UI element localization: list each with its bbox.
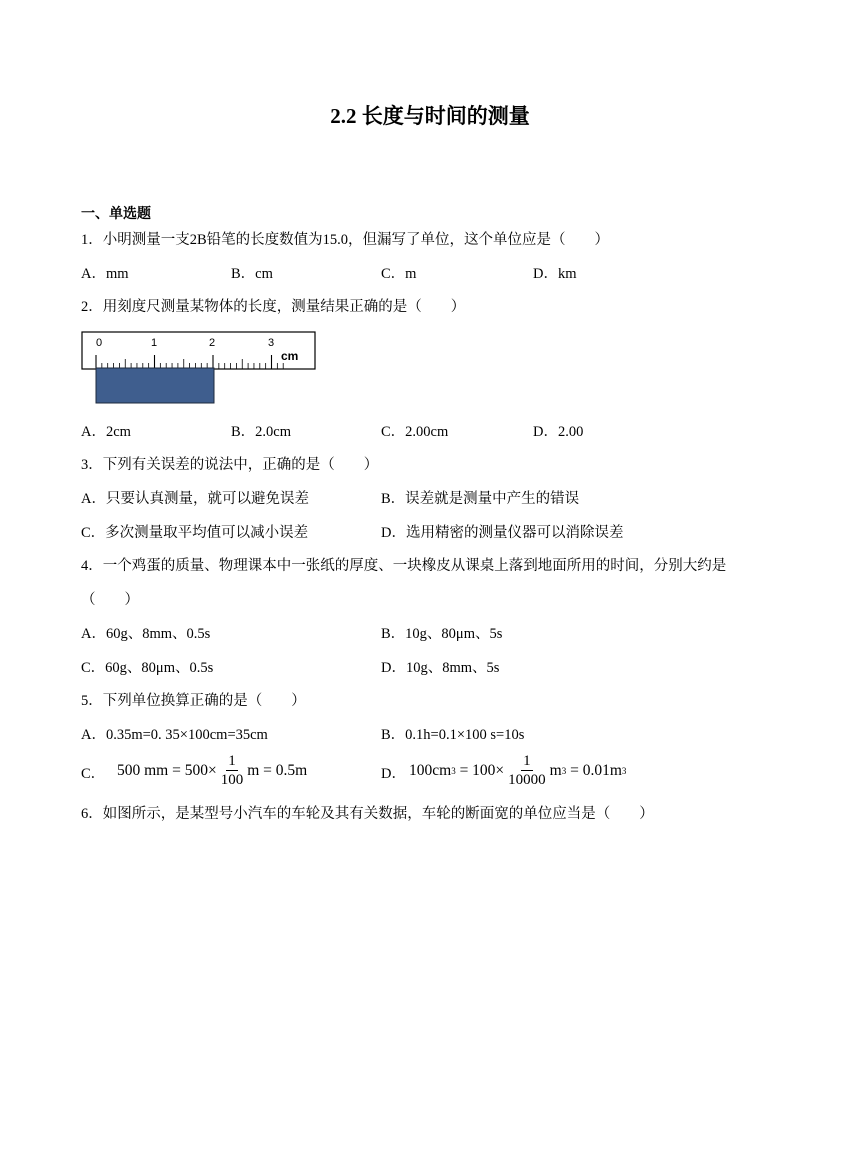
q1-option-b: B．cm	[231, 266, 273, 282]
formula-c-fraction	[219, 752, 246, 789]
formula-d-tail-exp: 3	[621, 765, 627, 776]
q5-option-d-label: D．	[381, 766, 406, 782]
ruler-figure	[81, 330, 321, 406]
question-2-text: 2．用刻度尺测量某物体的长度，测量结果正确的是（ ）	[81, 299, 466, 315]
q3-option-b: B．误差就是测量中产生的错误	[381, 491, 580, 507]
question-3-text: 3．下列有关误差的说法中，正确的是（ ）	[81, 457, 379, 473]
formula-c-numerator: 1	[228, 753, 236, 769]
formula-d-denominator: 10000	[508, 772, 546, 788]
q3-option-d: D．选用精密的测量仪器可以消除误差	[381, 525, 624, 541]
page-title: 2.2 长度与时间的测量	[330, 104, 530, 128]
measured-object	[96, 368, 214, 403]
formula-d-fraction	[506, 752, 548, 789]
formula-d-rhs-exp: 3	[561, 765, 567, 776]
question-5-text: 5．下列单位换算正确的是（ ）	[81, 693, 306, 709]
q4-option-a: A．60g、8mm、0.5s	[81, 626, 211, 642]
q2-option-b: B．2.0cm	[231, 424, 292, 440]
q2-option-a: A．2cm	[81, 424, 131, 440]
q4-option-c: C．60g、80μm、0.5s	[81, 660, 214, 676]
formula-c-rhs: m = 0.5m	[247, 761, 308, 779]
q1-option-a: A．mm	[81, 266, 129, 282]
q1-option-d: D．km	[533, 266, 577, 282]
question-6-text: 6．如图所示，是某型号小汽车的车轮及其有关数据，车轮的断面宽的单位应当是（ ）	[81, 806, 654, 822]
q4-option-d: D．10g、8mm、5s	[381, 660, 500, 676]
q3-option-a: A．只要认真测量，就可以避免误差	[81, 491, 309, 507]
ruler-label-2: 2	[209, 337, 216, 349]
q2-option-c: C．2.00cm	[381, 424, 449, 440]
formula-c-lhs: 500 mm = 500×	[117, 761, 217, 779]
formula-d-tail: = 0.01m	[566, 761, 622, 779]
ruler-label-3: 3	[268, 337, 275, 349]
question-1-text: 1．小明测量一支2B铅笔的长度数值为15.0，但漏写了单位，这个单位应是（ ）	[81, 232, 610, 248]
q1-option-c: C．m	[381, 266, 417, 282]
section-heading: 一、单选题	[81, 207, 151, 222]
q3-option-c: C．多次测量取平均值可以减小误差	[81, 525, 309, 541]
ruler-unit-label: cm	[281, 349, 299, 363]
q2-option-d: D．2.00	[533, 424, 584, 440]
ruler-label-0: 0	[96, 337, 103, 349]
formula-c-denominator: 100	[220, 772, 244, 788]
q4-option-b: B．10g、80μm、5s	[381, 626, 503, 642]
ruler-label-1: 1	[151, 337, 158, 349]
question-4-text: 4．一个鸡蛋的质量、物理课本中一张纸的厚度、一块橡皮从课桌上落到地面所用的时间，分别大约是	[81, 558, 727, 574]
formula-d-numerator: 1	[523, 753, 531, 769]
formula-d-rhs: m	[549, 761, 562, 779]
formula-d-lhs-exp: 3	[451, 765, 456, 776]
q5-option-c-label: C．	[81, 766, 106, 782]
q5-formula-d	[409, 752, 626, 789]
q5-option-a: A．0.35m=0. 35×100cm=35cm	[81, 727, 268, 743]
formula-d-mid: = 100×	[455, 761, 505, 779]
q5-formula-c	[117, 752, 307, 789]
formula-d-lhs: 100cm	[409, 761, 452, 779]
question-4-text-cont: （ ）	[81, 592, 139, 608]
q5-option-b: B．0.1h=0.1×100 s=10s	[381, 727, 525, 743]
